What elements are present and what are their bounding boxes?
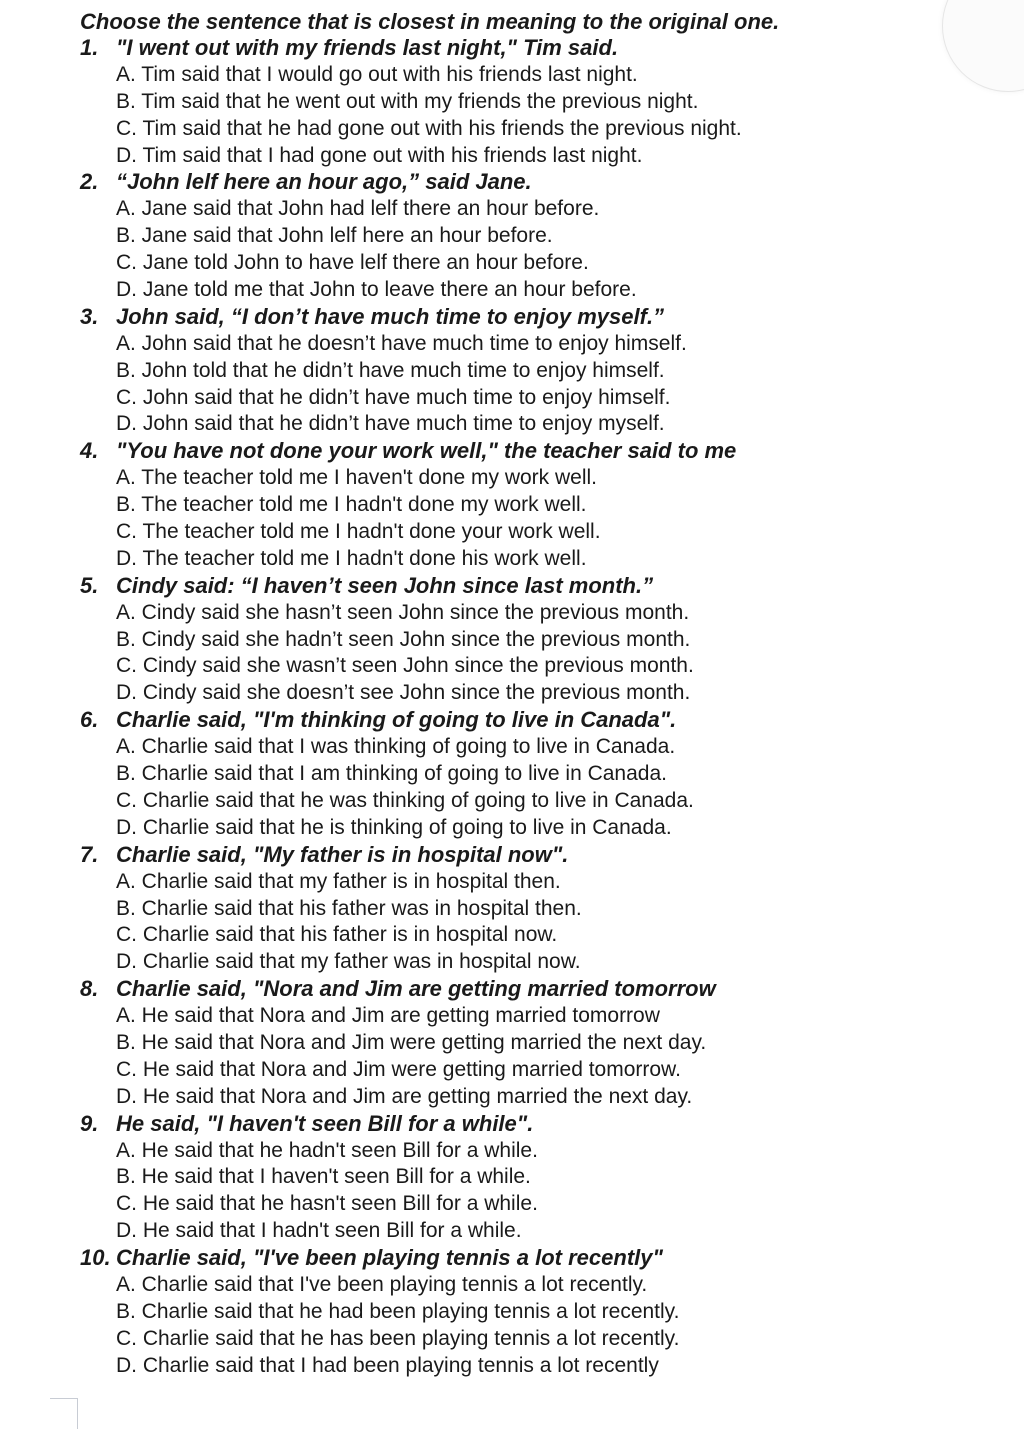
question-4 [80, 438, 980, 572]
question-text: Charlie said, "Nora and Jim are getting married tomorrow [116, 976, 716, 1002]
question-10 [80, 1245, 980, 1379]
option-a: A. John said that he doesn’t have much time to enjoy himself. [116, 331, 687, 355]
question-number: 4. [80, 438, 99, 464]
question-text: Cindy said: “I haven’t seen John since last month.” [116, 572, 654, 598]
option-b: B. John told that he didn’t have much time to enjoy himself. [116, 358, 665, 382]
option-b: B. Jane said that John lelf here an hour before. [116, 224, 553, 248]
question-list [80, 35, 980, 1380]
question-number: 8. [80, 976, 99, 1002]
question-5 [80, 573, 980, 707]
question-text: John said, “I don’t have much time to enjoy myself.” [116, 303, 665, 329]
question-number: 9. [80, 1110, 99, 1136]
question-9 [80, 1111, 980, 1245]
instruction-heading: Choose the sentence that is closest in meaning to the original one. [80, 9, 780, 34]
option-c: C. Charlie said that his father is in hospital now. [116, 923, 558, 947]
option-d: D. Cindy said she doesn’t see John since the previous month. [116, 681, 691, 705]
option-d: D. He said that Nora and Jim are getting married the next day. [116, 1084, 693, 1108]
option-a: A. Tim said that I would go out with his friends last night. [116, 62, 638, 86]
option-d: D. The teacher told me I hadn't done his work well. [116, 546, 587, 570]
question-text: He said, "I haven't seen Bill for a while". [116, 1110, 534, 1136]
option-c: C. Cindy said she wasn’t seen John since the previous month. [116, 654, 694, 678]
question-stem [80, 304, 980, 331]
question-text: Charlie said, "I've been playing tennis a lot recently" [116, 1245, 663, 1271]
option-c: C. John said that he didn’t have much time to enjoy himself. [116, 385, 671, 409]
option-b: B. Cindy said she hadn’t seen John since the previous month. [116, 627, 691, 651]
question-7 [80, 842, 980, 976]
option-b: B. Tim said that he went out with my friends the previous night. [116, 89, 699, 113]
question-3 [80, 304, 980, 438]
option-d: D. Charlie said that he is thinking of going to live in Canada. [116, 815, 672, 839]
option-d: D. He said that I hadn't seen Bill for a while. [116, 1219, 522, 1243]
question-6 [80, 707, 980, 841]
option-d: D. John said that he didn’t have much time to enjoy myself. [116, 412, 665, 436]
question-text: "You have not done your work well," the teacher said to me [116, 438, 737, 464]
question-stem [80, 573, 980, 600]
option-d: D. Charlie said that I had been playing tennis a lot recently [116, 1353, 659, 1377]
question-stem [80, 1245, 980, 1272]
question-stem [80, 976, 980, 1003]
question-number: 3. [80, 303, 99, 329]
option-c: C. He said that Nora and Jim were getting married tomorrow. [116, 1057, 681, 1081]
question-number: 5. [80, 572, 99, 598]
question-text: “John lelf here an hour ago,” said Jane. [116, 169, 532, 195]
option-a: A. Jane said that John had lelf there an hour before. [116, 197, 600, 221]
option-c: C. He said that he hasn't seen Bill for a while. [116, 1192, 538, 1216]
question-text: Charlie said, "I'm thinking of going to live in Canada". [116, 707, 677, 733]
question-text: Charlie said, "My father is in hospital now". [116, 841, 569, 867]
option-b: B. Charlie said that his father was in hospital then. [116, 896, 582, 920]
corner-crop-mark [50, 1398, 78, 1429]
option-c: C. Tim said that he had gone out with his friends the previous night. [116, 116, 742, 140]
option-d: D. Tim said that I had gone out with his friends last night. [116, 143, 643, 167]
option-a: A. The teacher told me I haven't done my work well. [116, 466, 598, 490]
option-d: D. Charlie said that my father was in hospital now. [116, 950, 581, 974]
question-number: 10. [80, 1245, 111, 1271]
question-number: 2. [80, 169, 99, 195]
option-a: A. He said that Nora and Jim are getting married tomorrow [116, 1004, 660, 1028]
option-b: B. He said that Nora and Jim were getting married the next day. [116, 1030, 707, 1054]
option-b: B. Charlie said that he had been playing tennis a lot recently. [116, 1299, 680, 1323]
question-text: "I went out with my friends last night," Tim said. [116, 35, 619, 60]
option-c: C. Charlie said that he was thinking of going to live in Canada. [116, 788, 694, 812]
option-c: C. Charlie said that he has been playing tennis a lot recently. [116, 1326, 680, 1350]
option-b: B. The teacher told me I hadn't done my work well. [116, 493, 587, 517]
option-a: A. Charlie said that my father is in hospital then. [116, 869, 561, 893]
question-number: 6. [80, 707, 99, 733]
option-a: A. Cindy said she hasn’t seen John since the previous month. [116, 600, 690, 624]
option-d: D. Jane told me that John to leave there an hour before. [116, 278, 637, 302]
question-stem [80, 707, 980, 734]
question-8 [80, 976, 980, 1110]
option-c: C. The teacher told me I hadn't done your work well. [116, 520, 601, 544]
option-a: A. Charlie said that I've been playing tennis a lot recently. [116, 1272, 648, 1296]
option-c: C. Jane told John to have lelf there an hour before. [116, 251, 589, 275]
question-stem [80, 1111, 980, 1138]
question-2 [80, 169, 980, 303]
option-a: A. He said that he hadn't seen Bill for a while. [116, 1138, 538, 1162]
option-b: B. He said that I haven't seen Bill for a while. [116, 1165, 531, 1189]
option-b: B. Charlie said that I am thinking of going to live in Canada. [116, 762, 667, 786]
question-stem [80, 438, 980, 465]
option-a: A. Charlie said that I was thinking of going to live in Canada. [116, 735, 676, 759]
question-number: 7. [80, 841, 99, 867]
question-stem [80, 842, 980, 869]
question-stem [80, 35, 980, 62]
question-stem [80, 169, 980, 196]
question-number: 1. [80, 35, 99, 60]
question-1 [80, 35, 980, 169]
